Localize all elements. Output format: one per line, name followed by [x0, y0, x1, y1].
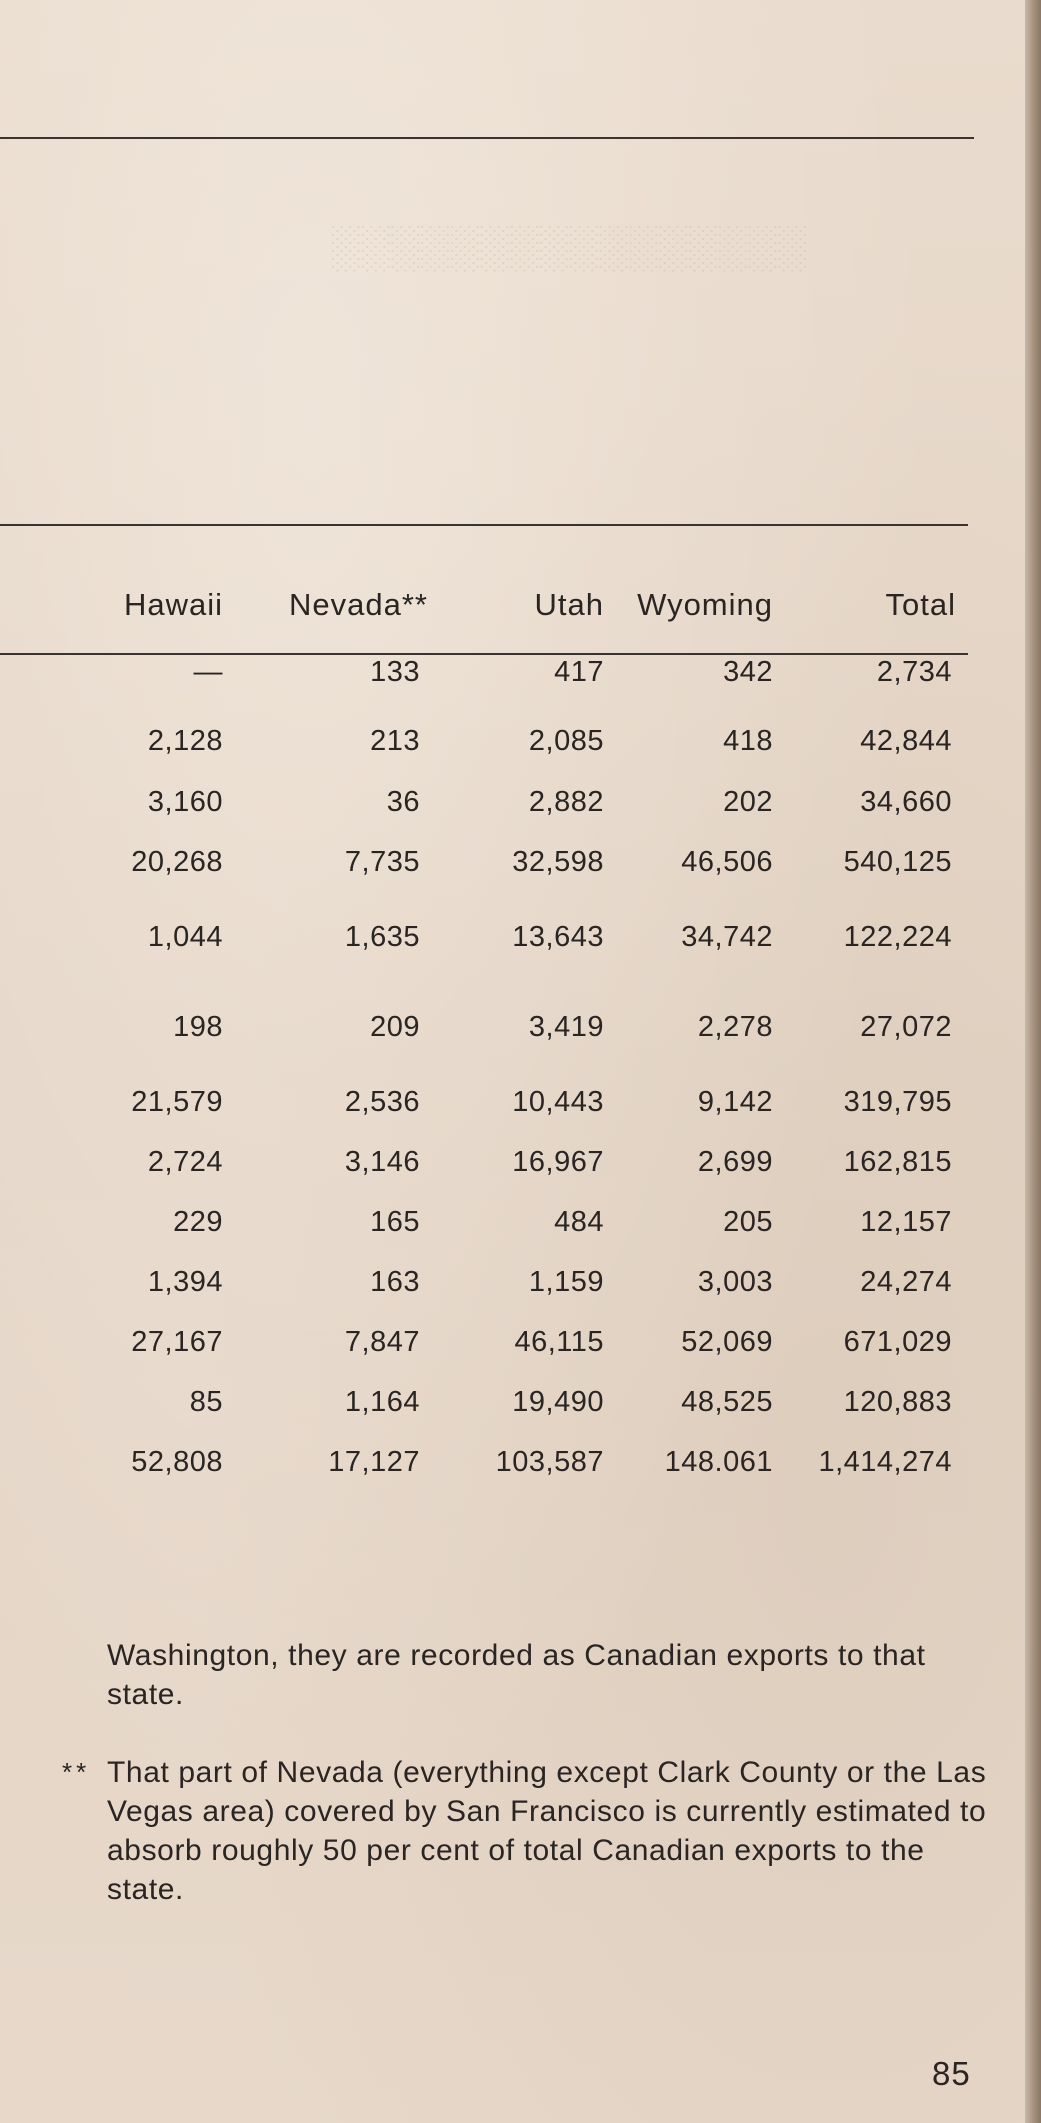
cell-hawaii: 21,579 [131, 1085, 223, 1118]
cell-hawaii: 52,808 [131, 1445, 223, 1478]
cell-total: 540,125 [843, 845, 952, 878]
cell-hawaii: 229 [173, 1205, 223, 1238]
cell-utah: 32,598 [512, 845, 604, 878]
table-row [0, 1432, 956, 1492]
column-header-nevada: Nevada** [289, 587, 428, 622]
cell-nevada: 165 [370, 1205, 420, 1238]
cell-total: 1,414,274 [818, 1445, 952, 1478]
cell-nevada: 7,847 [344, 1325, 420, 1358]
cell-wyoming: 52,069 [681, 1325, 773, 1358]
cell-utah: 16,967 [512, 1145, 604, 1178]
cell-wyoming: 202 [723, 786, 773, 818]
table-row [0, 832, 956, 892]
footnote-continuation: Washington, they are recorded as Canadian exports to that state. [107, 1639, 926, 1711]
cell-total: 42,844 [860, 725, 952, 757]
cell-total: 27,072 [860, 1010, 952, 1043]
show-through-text: ░░░░░░░░░░░░░░░░ [330, 223, 807, 270]
table-row [0, 1252, 956, 1312]
cell-nevada: 2,536 [344, 1085, 420, 1118]
cell-utah: 2,085 [528, 725, 604, 757]
column-header-utah: Utah [534, 587, 604, 622]
cell-nevada: 209 [370, 1010, 420, 1043]
table-body [0, 635, 956, 1492]
cell-total: 2,734 [876, 656, 952, 688]
cell-nevada: 1,635 [344, 920, 420, 953]
cell-wyoming: 46,506 [681, 845, 773, 878]
table-row [0, 635, 956, 710]
cell-nevada: 17,127 [328, 1445, 420, 1478]
cell-utah: 103,587 [495, 1445, 604, 1478]
cell-utah: 484 [554, 1205, 604, 1238]
table-header-row [0, 575, 956, 635]
cell-nevada: 3,146 [344, 1145, 420, 1178]
cell-wyoming: 2,699 [697, 1145, 773, 1178]
cell-hawaii: 2,724 [147, 1145, 223, 1178]
cell-hawaii: — [193, 656, 223, 688]
cell-utah: 13,643 [512, 920, 604, 953]
table-row [0, 892, 956, 982]
cell-nevada: 213 [370, 725, 420, 757]
cell-wyoming: 2,278 [697, 1010, 773, 1043]
cell-wyoming: 418 [723, 725, 773, 757]
cell-wyoming: 9,142 [697, 1085, 773, 1118]
page-number: 85 [932, 2055, 971, 2092]
cell-wyoming: 3,003 [697, 1265, 773, 1298]
cell-nevada: 133 [370, 656, 420, 688]
cell-hawaii: 27,167 [131, 1325, 223, 1358]
column-header-wyoming: Wyoming [637, 587, 773, 622]
table-row [0, 1372, 956, 1432]
cell-total: 122,224 [843, 920, 952, 953]
footnote-nevada: That part of Nevada (everything except Clark County or the Las Vegas area) covered by San Francisco is currently estimated to absorb roughly 50 per cent of total Canadian exports to the state. [107, 1756, 987, 1906]
cell-hawaii: 198 [173, 1010, 223, 1043]
table-row [0, 1132, 956, 1192]
table-row [0, 1312, 956, 1372]
cell-total: 319,795 [843, 1085, 952, 1118]
cell-hawaii: 2,128 [147, 725, 223, 757]
cell-total: 671,029 [843, 1325, 952, 1358]
cell-hawaii: 1,394 [147, 1265, 223, 1298]
cell-nevada: 1,164 [344, 1385, 420, 1418]
cell-wyoming: 342 [723, 656, 773, 688]
cell-utah: 19,490 [512, 1385, 604, 1418]
cell-utah: 3,419 [528, 1010, 604, 1043]
cell-utah: 10,443 [512, 1085, 604, 1118]
footnote-marker: ** [62, 1757, 91, 1787]
cell-wyoming: 34,742 [681, 920, 773, 953]
table-row [0, 1072, 956, 1132]
cell-nevada: 163 [370, 1265, 420, 1298]
cell-hawaii: 85 [189, 1385, 223, 1418]
cell-wyoming: 205 [723, 1205, 773, 1238]
section-rule [0, 524, 968, 526]
table-row [0, 773, 956, 832]
cell-hawaii: 1,044 [147, 920, 223, 953]
table-row [0, 1192, 956, 1252]
cell-total: 12,157 [860, 1205, 952, 1238]
cell-wyoming: 48,525 [681, 1385, 773, 1418]
cell-wyoming: 148.061 [664, 1445, 773, 1478]
cell-utah: 417 [554, 656, 604, 688]
table-row [0, 982, 956, 1072]
cell-hawaii: 20,268 [131, 845, 223, 878]
book-spine-edge [1025, 0, 1041, 2123]
cell-utah: 1,159 [528, 1265, 604, 1298]
cell-total: 34,660 [860, 786, 952, 818]
cell-nevada: 7,735 [344, 845, 420, 878]
cell-utah: 2,882 [528, 786, 604, 818]
cell-hawaii: 3,160 [147, 786, 223, 818]
table-row [0, 710, 956, 773]
cell-utah: 46,115 [514, 1325, 604, 1358]
column-header-hawaii: Hawaii [123, 587, 223, 622]
cell-total: 120,883 [843, 1385, 952, 1418]
exports-table [0, 575, 956, 1492]
cell-total: 162,815 [843, 1145, 952, 1178]
column-header-total: Total [885, 587, 956, 622]
top-rule [0, 137, 974, 139]
cell-total: 24,274 [860, 1265, 952, 1298]
cell-nevada: 36 [386, 786, 420, 818]
